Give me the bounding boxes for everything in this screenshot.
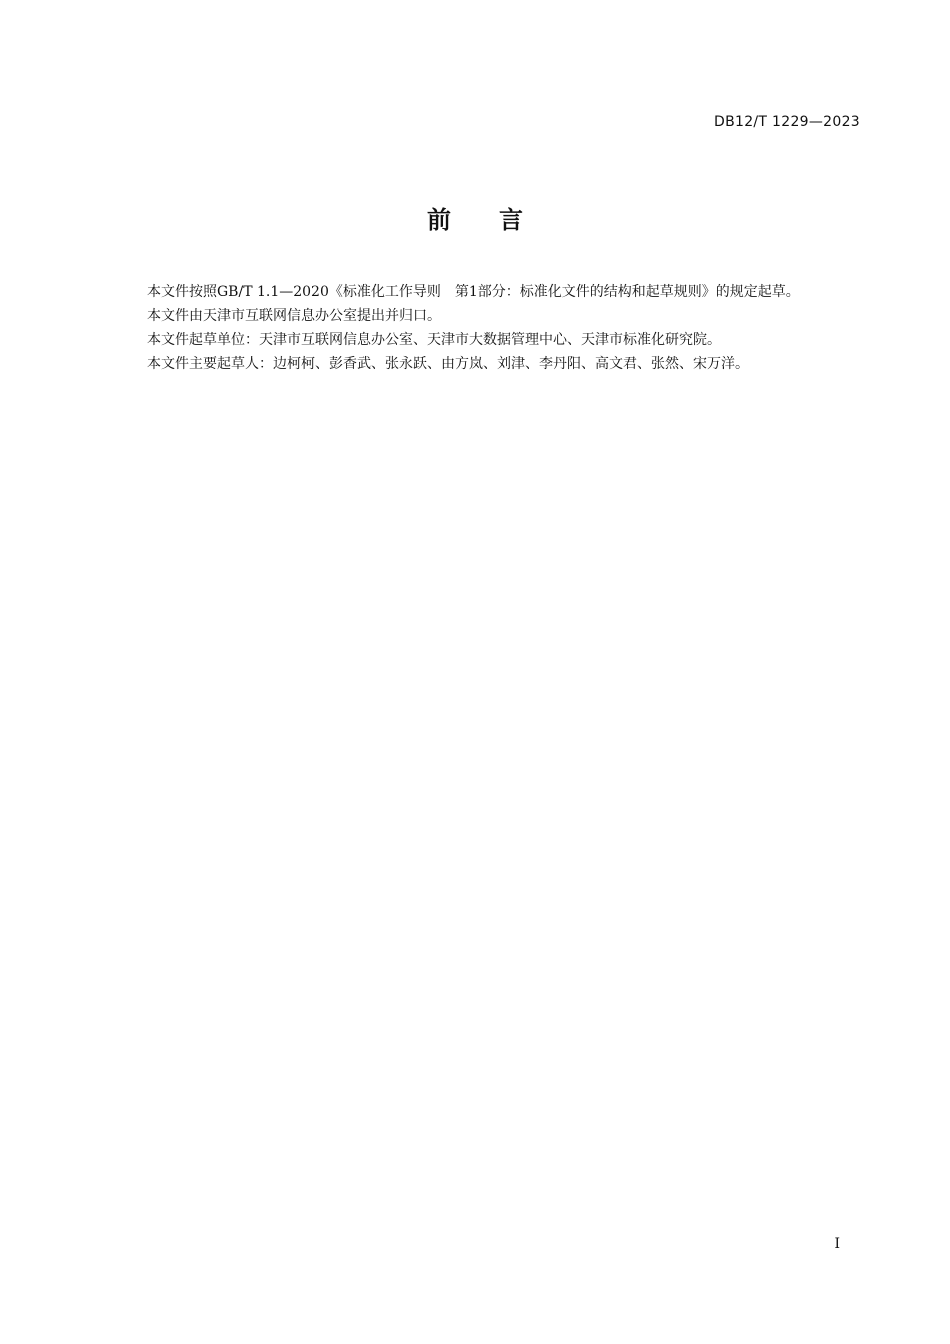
- page-number: I: [834, 1236, 840, 1252]
- page-title: 前言: [427, 206, 571, 234]
- paragraph-standard-basis: 本文件按照GB/T 1.1—2020《标准化工作导则 第1部分：标准化文件的结构和起草规则》的规定起草。: [147, 284, 800, 300]
- paragraph-drafters: 本文件主要起草人：边柯柯、彭香武、张永跃、由方岚、刘津、李丹阳、高文君、张然、宋万洋。: [147, 356, 749, 372]
- document-body: [113, 280, 860, 376]
- document-code: DB12/T 1229—2023: [714, 114, 860, 130]
- paragraph-drafting-units: 本文件起草单位：天津市互联网信息办公室、天津市大数据管理中心、天津市标准化研究院。: [147, 332, 721, 348]
- paragraph-proposer: 本文件由天津市互联网信息办公室提出并归口。: [147, 308, 441, 324]
